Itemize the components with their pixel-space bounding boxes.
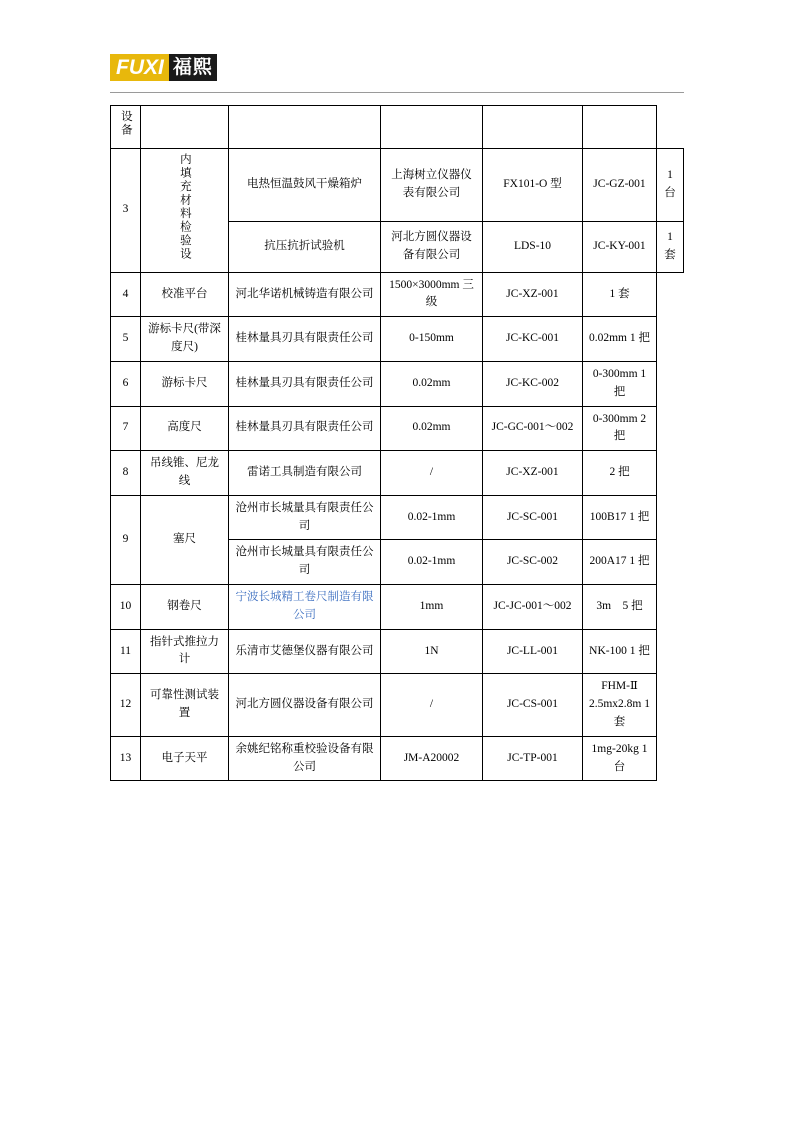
cell-model: / <box>381 451 483 496</box>
cell-maker: 余姚纪铭称重校验设备有限公司 <box>229 736 381 781</box>
cell-code: JC-SC-002 <box>483 540 583 585</box>
cell-name: 电热恒温鼓风干燥箱炉 <box>229 148 381 221</box>
cell-no: 12 <box>111 674 141 736</box>
table-row <box>111 361 684 406</box>
cell-code: JC-XZ-001 <box>483 451 583 496</box>
cell-maker: 河北方圆仪器设备有限公司 <box>229 674 381 736</box>
cell-name: 吊线锥、尼龙线 <box>141 451 229 496</box>
logo-chinese-text: 福熙 <box>169 54 217 81</box>
cell-code: JC-GZ-001 <box>583 148 657 221</box>
cell-qty: NK-100 1 把 <box>583 629 657 674</box>
cell-qty: 1 套 <box>583 272 657 317</box>
cell-code: JC-XZ-001 <box>483 272 583 317</box>
header-divider <box>110 92 684 93</box>
cell-maker: 上海树立仪器仪表有限公司 <box>381 148 483 221</box>
cell-qty: 1 台 <box>657 148 684 221</box>
cell-maker: 雷诺工具制造有限公司 <box>229 451 381 496</box>
cell-qty: 3m 5 把 <box>583 585 657 630</box>
cell-no: 10 <box>111 585 141 630</box>
cell-name: 电子天平 <box>141 736 229 781</box>
cell-name <box>141 106 229 149</box>
table-row <box>111 629 684 674</box>
cell-qty: 0.02mm 1 把 <box>583 317 657 362</box>
table-row <box>111 106 684 149</box>
cell-maker: 河北方圆仪器设备有限公司 <box>381 221 483 272</box>
cell-code: JC-LL-001 <box>483 629 583 674</box>
table-row <box>111 451 684 496</box>
cell-model: 0-150mm <box>381 317 483 362</box>
cell-maker: 沧州市长城量具有限责任公司 <box>229 540 381 585</box>
cell-no-text: 设备 <box>119 110 132 137</box>
cell-no: 8 <box>111 451 141 496</box>
cell-no: 7 <box>111 406 141 451</box>
cell-qty: 1mg-20kg 1 台 <box>583 736 657 781</box>
cell-qty: FHM-Ⅱ 2.5mx2.8m 1 套 <box>583 674 657 736</box>
cell-code: JC-TP-001 <box>483 736 583 781</box>
cell-code <box>483 106 583 149</box>
cell-model: FX101-O 型 <box>483 148 583 221</box>
table-row <box>111 148 684 221</box>
cell-no: 13 <box>111 736 141 781</box>
cell-name-group <box>141 148 229 272</box>
cell-no: 9 <box>111 495 141 584</box>
cell-model: LDS-10 <box>483 221 583 272</box>
cell-maker <box>229 106 381 149</box>
logo-latin-text: FUXI <box>110 54 169 81</box>
cell-model: 1500×3000mm 三级 <box>381 272 483 317</box>
cell-maker: 桂林量具刃具有限责任公司 <box>229 406 381 451</box>
cell-maker: 宁波长城精工卷尺制造有限公司 <box>229 585 381 630</box>
cell-name: 高度尺 <box>141 406 229 451</box>
cell-name: 塞尺 <box>141 495 229 584</box>
cell-model: 1N <box>381 629 483 674</box>
cell-name: 钢卷尺 <box>141 585 229 630</box>
cell-model: 0.02mm <box>381 406 483 451</box>
table-row <box>111 736 684 781</box>
cell-model <box>381 106 483 149</box>
table-row <box>111 272 684 317</box>
cell-name: 抗压抗折试验机 <box>229 221 381 272</box>
cell-code: JC-KY-001 <box>583 221 657 272</box>
cell-qty: 200A17 1 把 <box>583 540 657 585</box>
cell-maker: 桂林量具刃具有限责任公司 <box>229 361 381 406</box>
fuxi-logo <box>110 54 217 81</box>
cell-qty: 1 套 <box>657 221 684 272</box>
cell-maker: 河北华诺机械铸造有限公司 <box>229 272 381 317</box>
cell-no: 4 <box>111 272 141 317</box>
cell-code: JC-KC-001 <box>483 317 583 362</box>
cell-qty <box>583 106 657 149</box>
cell-maker: 沧州市长城量具有限责任公司 <box>229 495 381 540</box>
cell-qty: 0-300mm 1 把 <box>583 361 657 406</box>
cell-qty: 2 把 <box>583 451 657 496</box>
cell-no: 5 <box>111 317 141 362</box>
cell-code: JC-SC-001 <box>483 495 583 540</box>
cell-name: 指针式推拉力计 <box>141 629 229 674</box>
cell-qty: 0-300mm 2 把 <box>583 406 657 451</box>
table-row <box>111 317 684 362</box>
table-row <box>111 406 684 451</box>
cell-no <box>111 106 141 149</box>
cell-code: JC-CS-001 <box>483 674 583 736</box>
equipment-table-mount <box>110 105 684 781</box>
table-row <box>111 585 684 630</box>
cell-model: / <box>381 674 483 736</box>
cell-code: JC-KC-002 <box>483 361 583 406</box>
logo-header <box>110 44 684 90</box>
cell-name: 可靠性测试装置 <box>141 674 229 736</box>
cell-name: 游标卡尺(带深度尺) <box>141 317 229 362</box>
cell-model: 0.02-1mm <box>381 540 483 585</box>
cell-maker: 乐清市艾德堡仪器有限公司 <box>229 629 381 674</box>
cell-name: 校准平台 <box>141 272 229 317</box>
cell-maker: 桂林量具刃具有限责任公司 <box>229 317 381 362</box>
cell-qty: 100B17 1 把 <box>583 495 657 540</box>
cell-no: 6 <box>111 361 141 406</box>
cell-model: JM-A20002 <box>381 736 483 781</box>
table-row <box>111 495 684 540</box>
cell-no: 11 <box>111 629 141 674</box>
cell-name: 游标卡尺 <box>141 361 229 406</box>
cell-code: JC-JC-001～002 <box>483 585 583 630</box>
cell-name-group-text: 内填充材料检验设 <box>178 152 191 261</box>
equipment-table <box>110 105 684 781</box>
cell-model: 0.02-1mm <box>381 495 483 540</box>
cell-code: JC-GC-001～002 <box>483 406 583 451</box>
cell-model: 0.02mm <box>381 361 483 406</box>
table-row <box>111 674 684 736</box>
cell-no: 3 <box>111 148 141 272</box>
cell-model: 1mm <box>381 585 483 630</box>
